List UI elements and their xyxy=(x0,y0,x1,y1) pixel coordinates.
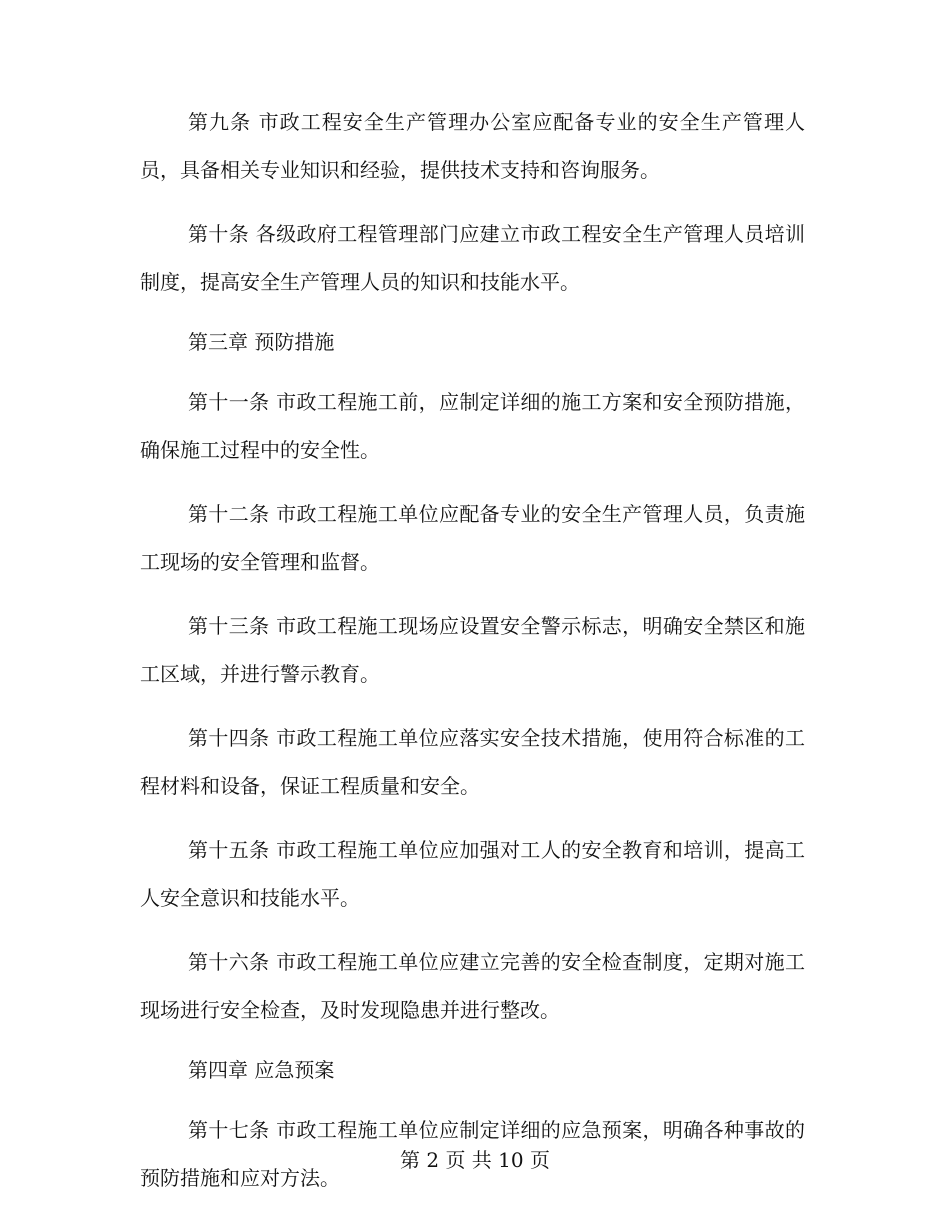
page-number-footer: 第 2 页 共 10 页 xyxy=(400,1148,550,1172)
document-body xyxy=(140,98,805,1218)
article-15: 第十五条 市政工程施工单位应加强对工人的安全教育和培训，提高工人安全意识和技能水平。 xyxy=(140,838,805,910)
chapter-3-heading: 第三章 预防措施 xyxy=(188,330,335,354)
article-11: 第十一条 市政工程施工前，应制定详细的施工方案和安全预防措施，确保施工过程中的安全性。 xyxy=(140,390,805,462)
article-9: 第九条 市政工程安全生产管理办公室应配备专业的安全生产管理人员，具备相关专业知识和经验，提供技术支持和咨询服务。 xyxy=(140,110,805,182)
article-13: 第十三条 市政工程施工现场应设置安全警示标志，明确安全禁区和施工区域，并进行警示教育。 xyxy=(140,614,805,686)
chapter-4-heading: 第四章 应急预案 xyxy=(188,1058,335,1082)
article-12: 第十二条 市政工程施工单位应配备专业的安全生产管理人员，负责施工现场的安全管理和监督。 xyxy=(140,502,805,574)
article-17: 第十七条 市政工程施工单位应制定详细的应急预案，明确各种事故的预防措施和应对方法。 xyxy=(140,1118,805,1190)
article-10: 第十条 各级政府工程管理部门应建立市政工程安全生产管理人员培训制度，提高安全生产管理人员的知识和技能水平。 xyxy=(140,222,805,294)
article-16: 第十六条 市政工程施工单位应建立完善的安全检查制度，定期对施工现场进行安全检查，及时发现隐患并进行整改。 xyxy=(140,950,805,1022)
article-14: 第十四条 市政工程施工单位应落实安全技术措施，使用符合标准的工程材料和设备，保证工程质量和安全。 xyxy=(140,726,805,798)
